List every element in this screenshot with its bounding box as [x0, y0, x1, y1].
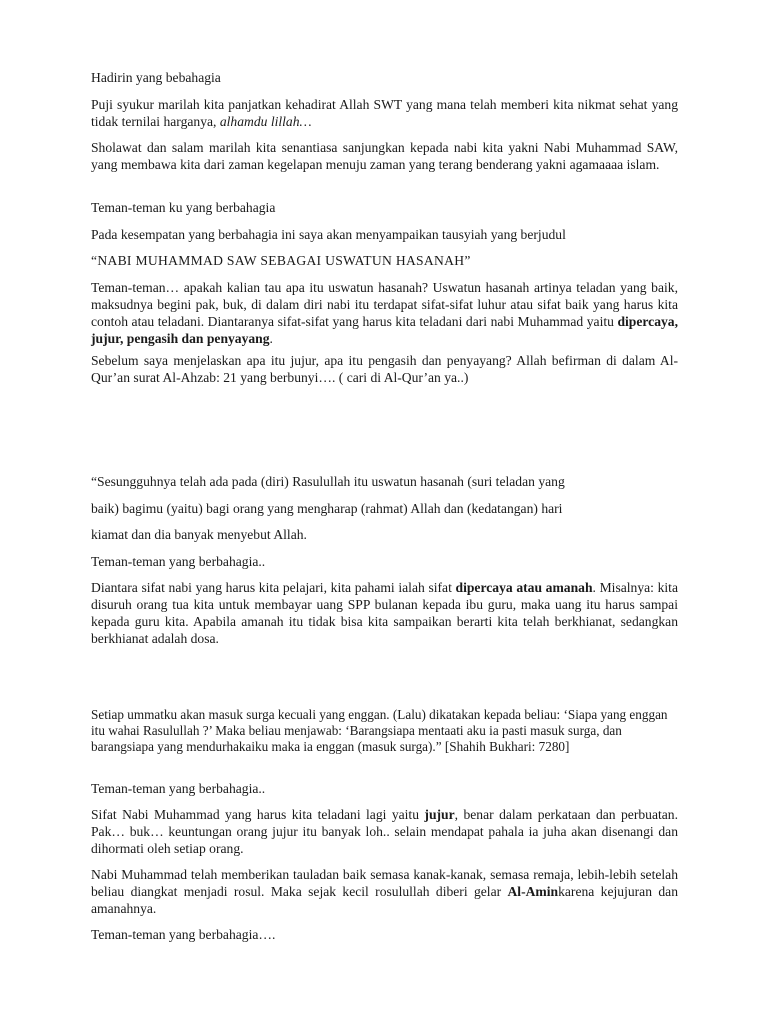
al-amin-text: Nabi Muhammad telah memberikan tauladan baik semasa kanak-kanak, semasa remaja, lebih-lebih setelah beliau diangkat menjadi rosul. Maka sejak kecil rosulullah diberi gelar [91, 867, 678, 899]
amanah-text-2: . Misalnya: kita disuruh orang tua kita untuk membayar uang SPP bulanan kepada ibu guru, maka uang itu harus sampai kepada guru kita. Apabila amanah itu tidak bisa kita sampaikan berarti kita telah berkhianat, sedangkan berkhianat adalah dosa. [91, 580, 678, 646]
verse-translation-line-2 [91, 500, 678, 517]
jujur-paragraph [91, 806, 678, 857]
uswatun-paragraph [91, 279, 678, 347]
hadith-placeholder-gap [91, 652, 678, 702]
opening-text: Puji syukur marilah kita panjatkan kehadirat Allah SWT yang mana telah memberi kita nikmat sehat yang tidak ternilai harganya, [91, 97, 678, 129]
greeting-line-4 [91, 780, 678, 797]
sholawat-text: Sholawat dan salam marilah kita senantiasa sanjungkan kepada nabi kita yakni Nabi Muhammad SAW, yang membawa kita dari zaman kegelapan menuju zaman yang terang benderang yakni agamaaaa islam. [91, 140, 678, 172]
traits-bold-text: dipercaya, jujur, pengasih dan penyayang [91, 314, 678, 346]
uswatun-end: . [269, 331, 273, 346]
intro-text: Pada kesempatan yang berbahagia ini saya akan menyampaikan tausyiah yang berjudul [91, 227, 566, 242]
verse-translation-line-3 [91, 526, 678, 543]
verse-translation-line-1 [91, 473, 678, 490]
intro-paragraph [91, 226, 678, 243]
sermon-title [91, 252, 678, 269]
greeting-line-2 [91, 199, 678, 216]
quran-intro-text: Sebelum saya menjelaskan apa itu jujur, apa itu pengasih dan penyayang? Allah befirman di dalam Al-Qur’an surat Al-Ahzab: 21 yang berbunyi…. ( cari di Al-Qur’an ya..) [91, 353, 678, 385]
al-amin-paragraph [91, 866, 678, 917]
greeting-line-3 [91, 553, 678, 570]
amanah-bold-text: dipercaya atau amanah [455, 580, 593, 595]
greeting-text-4: Teman-teman yang berbahagia.. [91, 781, 266, 796]
jujur-text: Sifat Nabi Muhammad yang harus kita teladani lagi yaitu [91, 807, 425, 822]
verse-text-2: baik) bagimu (yaitu) bagi orang yang mengharap (rahmat) Allah dan (kedatangan) hari [91, 501, 563, 516]
amanah-paragraph [91, 579, 678, 647]
amanah-text: Diantara sifat nabi yang harus kita pelajari, kita pahami ialah sifat [91, 580, 456, 595]
hadith-paragraph [91, 707, 678, 755]
greeting-line [91, 69, 678, 86]
al-amin-bold-text: Al-Amin [507, 884, 559, 899]
greeting-line-5 [91, 926, 678, 943]
greeting-text-2: Teman-teman ku yang berbahagia [91, 200, 276, 215]
jujur-text-2: , benar dalam perkataan dan perbuatan. Pak… buk… keuntungan orang jujur itu banyak loh.. selain mendapat pahala ia juha akan disenangi dan dihormati oleh setiap orang. [91, 807, 678, 856]
opening-paragraph [91, 96, 678, 130]
verse-placeholder-gap [91, 392, 678, 468]
alhamdulillah-text: alhamdu lillah… [219, 114, 312, 129]
greeting-text-3: Teman-teman yang berbahagia.. [91, 554, 266, 569]
hadith-text: Setiap ummatku akan masuk surga kecuali yang enggan. (Lalu) dikatakan kepada beliau: ‘Siapa yang enggan itu wahai Rasulullah ?’ Maka beliau menjawab: ‘Barangsiapa mentaati aku ia pasti masuk surga, dan barangsiapa yang mendurhakaiku maka ia enggan (masuk surga).” [Shahih Bukhari: 7280] [91, 707, 668, 754]
verse-text-3: kiamat dan dia banyak menyebut Allah. [91, 527, 307, 542]
greeting-text-5: Teman-teman yang berbahagia…. [91, 927, 276, 942]
al-amin-text-2: karena kejujuran dan amanahnya. [91, 884, 678, 916]
quran-intro-paragraph [91, 352, 678, 386]
greeting-text: Hadirin yang bebahagia [91, 70, 221, 85]
uswatun-text: Teman-teman… apakah kalian tau apa itu uswatun hasanah? Uswatun hasanah artinya teladan yang baik, maksudnya begini pak, buk, di dalam diri nabi itu terdapat sifat-sifat luhur atau sifat baik yang harus kita contoh atau teladani. Diantaranya sifat-sifat yang harus kita teladani dari nabi Muhammad yaitu [91, 280, 678, 329]
sermon-title-text: “NABI MUHAMMAD SAW SEBAGAI USWATUN HASANAH” [91, 253, 471, 268]
sholawat-paragraph [91, 139, 678, 173]
verse-text-1: “Sesungguhnya telah ada pada (diri) Rasulullah itu uswatun hasanah (suri teladan yang [91, 474, 565, 489]
jujur-bold-text: jujur [424, 807, 455, 822]
